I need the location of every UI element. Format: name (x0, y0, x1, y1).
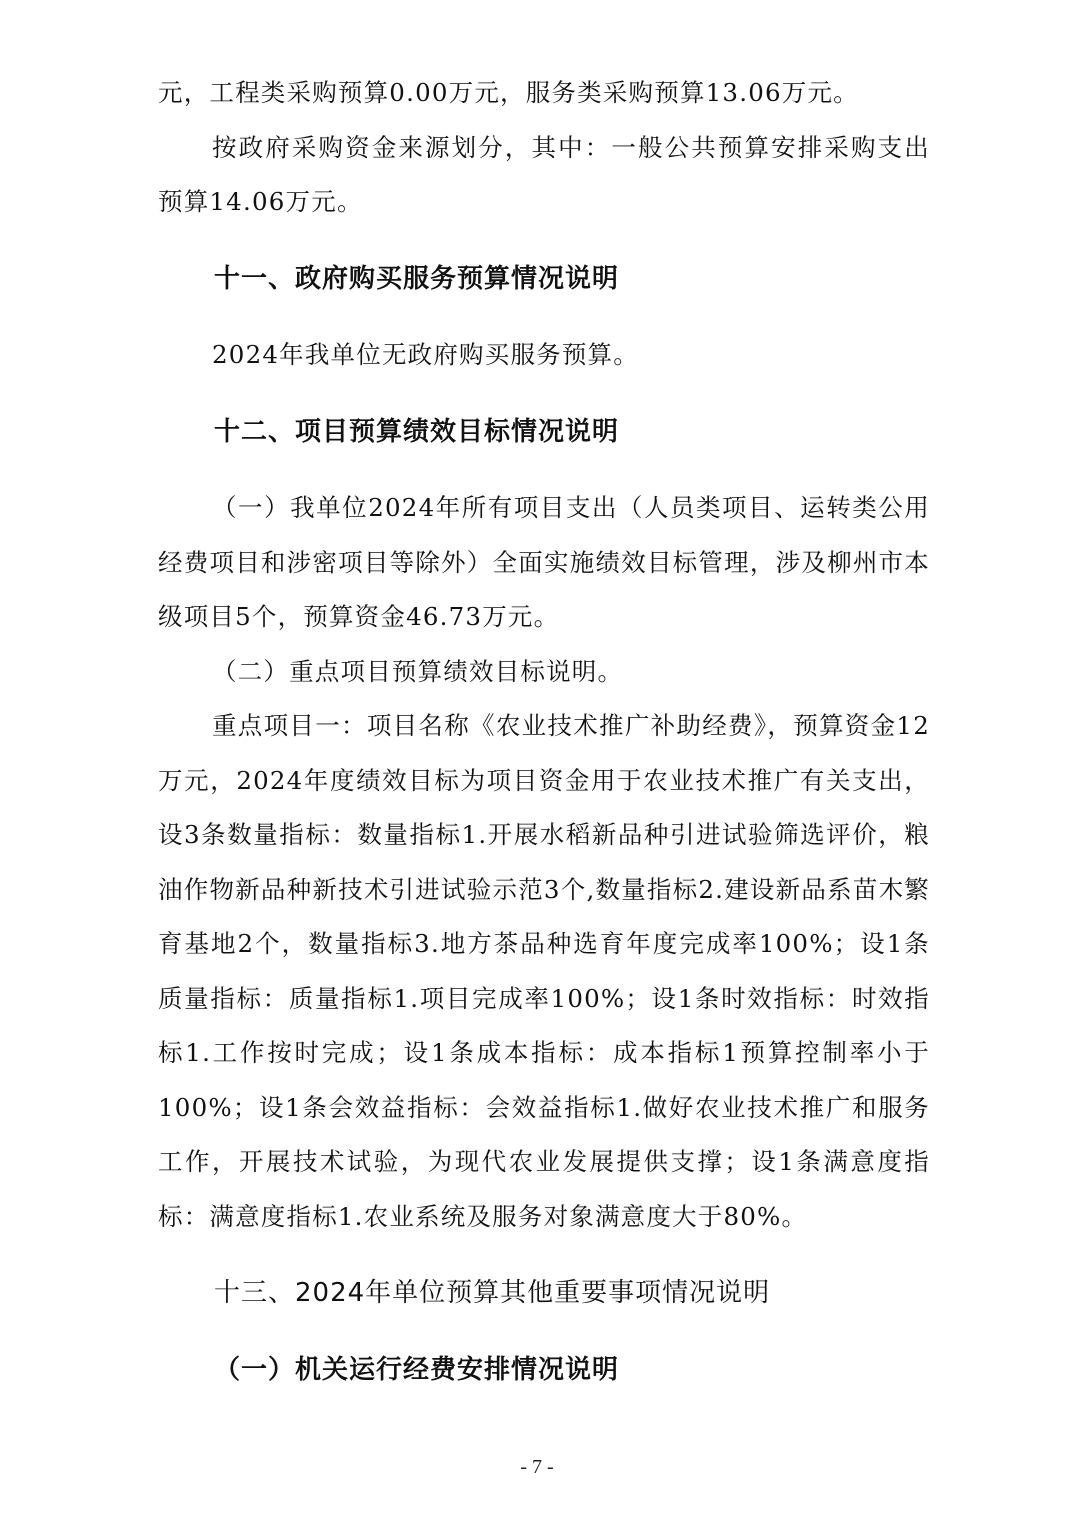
document-body (158, 66, 930, 1397)
heading-section-12: 十二、项目预算绩效目标情况说明 (214, 416, 620, 447)
paragraph-purchase-services: 2024年我单位无政府购买服务预算。 (212, 340, 639, 369)
heading-section-11: 十一、政府购买服务预算情况说明 (214, 263, 620, 294)
paragraph-procurement-funding-source: 按政府采购资金来源划分，其中：一般公共预算安排采购支出预算14.06万元。 (158, 132, 930, 216)
heading-section-13: 十三、2024年单位预算其他重要事项情况说明 (214, 1278, 771, 1308)
page-number: - 7 - (520, 1456, 554, 1478)
paragraph-key-project-intro: （二）重点项目预算绩效目标说明。 (212, 656, 624, 686)
paragraph-key-project-one: 重点项目一：项目名称《农业技术推广补助经费》，预算资金12万元，2024年度绩效目标为项目资金用于农业技术推广有关支出，设3条数量指标：数量指标1.开展水稻新品种引进试验筛选评价，粮油作物新品种新技术引进试验示范3个,数量指标2.建设新品系苗木繁育基地2个，数量指标3.地方茶品种选育年度完成率100%；设1条质量指标：质量指标1.项目完成率100%；设1条时效指标：时效指标1.工作按时完成；设1条成本指标：成本指标1预算控制率小于100%；设1条会效益指标：会效益指标1.做好农业技术推广和服务工作，开展技术试验，为现代农业发展提供支撑；设1条满意度指标：满意度指标1.农业系统及服务对象满意度大于80%。 (158, 711, 930, 1231)
heading-section-13-1: （一）机关运行经费安排情况说明 (214, 1354, 620, 1385)
paragraph-procurement-categories: 元，工程类采购预算0.00万元，服务类采购预算13.06万元。 (158, 78, 859, 107)
paragraph-performance-management: （一）我单位2024年所有项目支出（人员类项目、运转类公用经费项目和涉密项目等除外）全面实施绩效目标管理，涉及柳州市本级项目5个，预算资金46.73万元。 (158, 493, 930, 631)
